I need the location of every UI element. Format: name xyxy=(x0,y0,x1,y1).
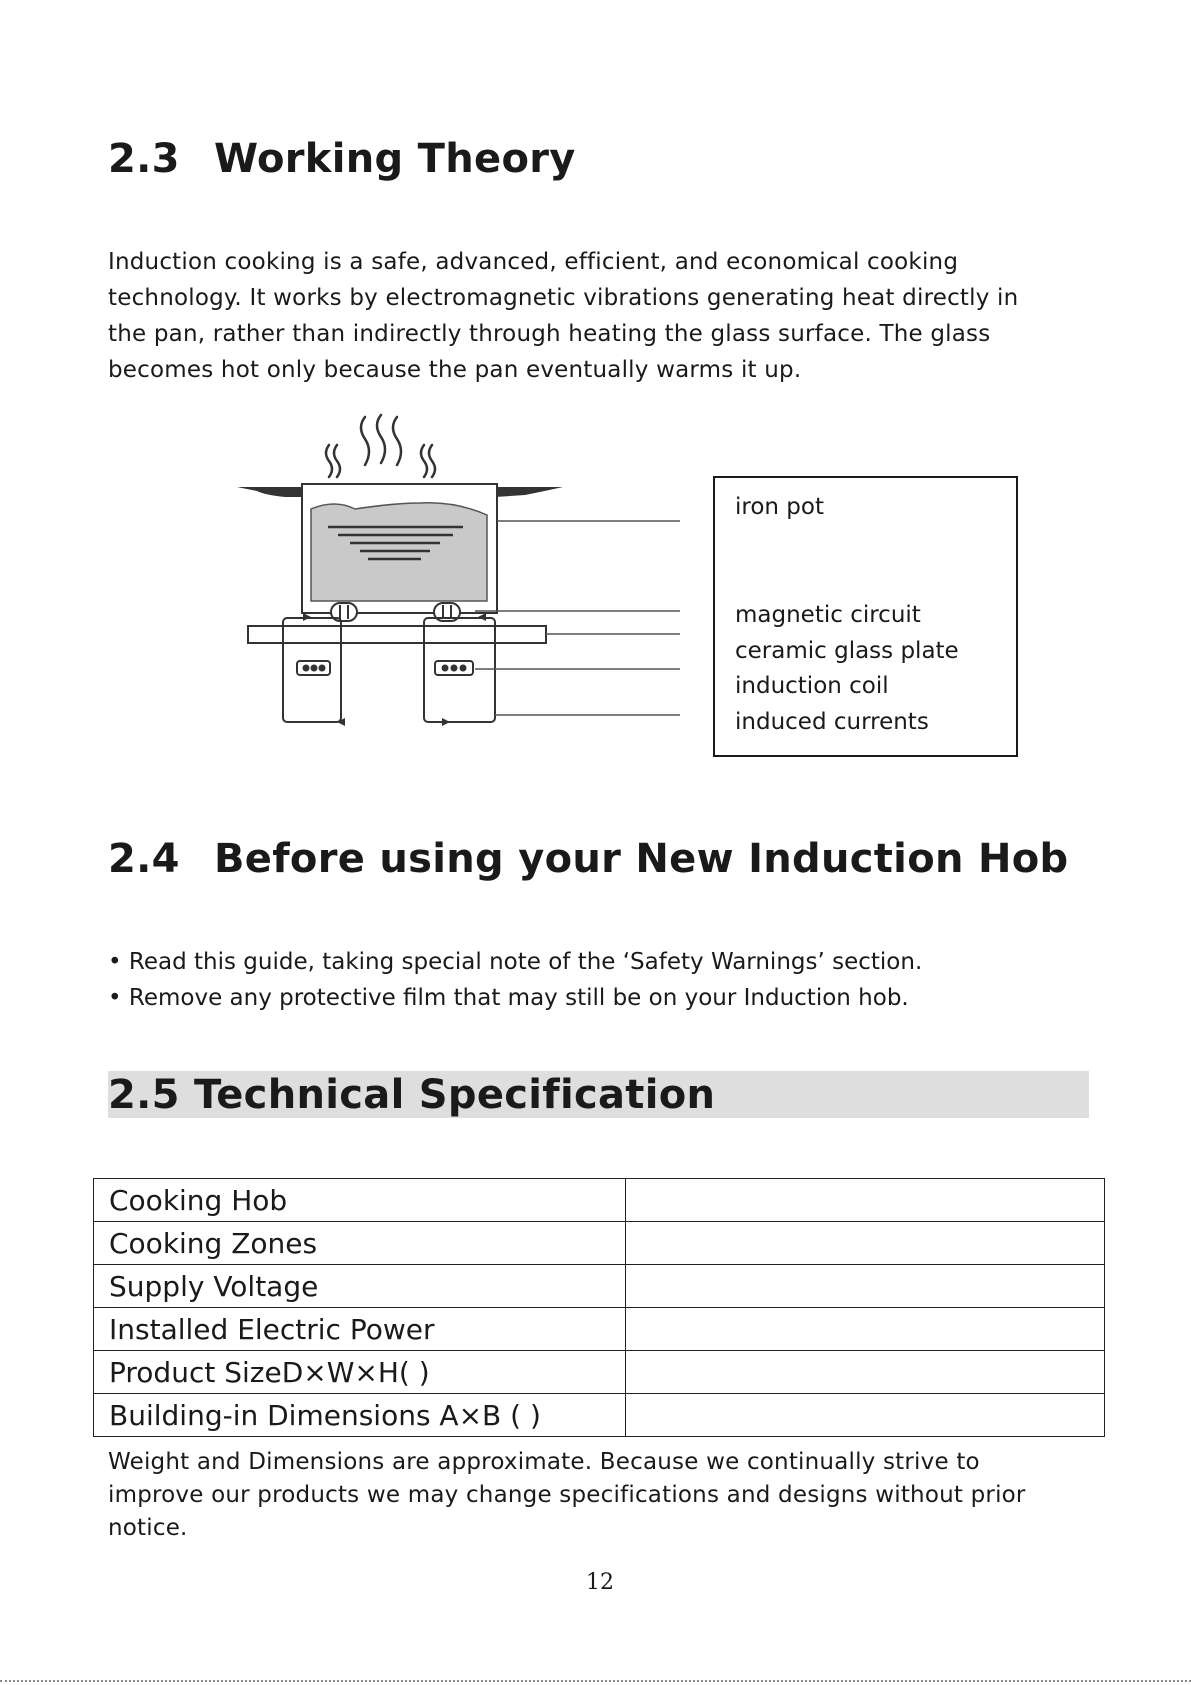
paragraph-line: becomes hot only because the pan eventually warms it up. xyxy=(108,357,802,383)
table-row xyxy=(94,1222,1105,1265)
legend-label-ceramic-glass-plate: ceramic glass plate xyxy=(735,638,959,664)
section-number: 2.4 xyxy=(108,836,180,882)
paragraph-line: technology. It works by electromagnetic vibrations generating heat directly in xyxy=(108,285,1019,311)
spec-label: Product SizeD×W×H( ) xyxy=(94,1351,626,1394)
before-using-list xyxy=(108,944,1108,1016)
spec-table xyxy=(93,1178,1105,1437)
note-line: notice. xyxy=(108,1515,188,1541)
spec-label: Installed Electric Power xyxy=(94,1308,626,1351)
legend-label-iron-pot: iron pot xyxy=(735,494,824,520)
paragraph-line: Induction cooking is a safe, advanced, efficient, and economical cooking xyxy=(108,249,959,275)
section-heading-tech-spec: 2.5 Technical Specification xyxy=(108,1072,716,1118)
ceramic-glass-plate xyxy=(248,626,546,643)
spec-label: Building-in Dimensions A×B ( ) xyxy=(94,1394,626,1437)
spec-label: Cooking Hob xyxy=(94,1179,626,1222)
table-row xyxy=(94,1265,1105,1308)
spec-note xyxy=(108,1446,1118,1545)
section-title: Before using your New Induction Hob xyxy=(214,836,1069,882)
spec-value xyxy=(626,1222,1105,1265)
spec-label: Cooking Zones xyxy=(94,1222,626,1265)
section-title: Working Theory xyxy=(214,136,576,182)
pot-right-handle xyxy=(495,487,563,497)
legend-label-magnetic-circuit: magnetic circuit xyxy=(735,602,921,628)
legend-label-induced-currents: induced currents xyxy=(735,709,929,735)
paragraph-line: the pan, rather than indirectly through heating the glass surface. The glass xyxy=(108,321,991,347)
working-theory-paragraph xyxy=(108,244,1108,388)
section-number: 2.3 xyxy=(108,136,180,182)
list-item: • Read this guide, taking special note of the ‘Safety Warnings’ section. xyxy=(108,944,1108,980)
spec-value xyxy=(626,1179,1105,1222)
spec-value xyxy=(626,1351,1105,1394)
note-line: Weight and Dimensions are approximate. Because we continually strive to xyxy=(108,1449,980,1475)
leader-lines xyxy=(475,521,680,715)
induction-diagram xyxy=(225,405,685,730)
section-heading-before-using xyxy=(108,836,1068,882)
footer-dotted-line xyxy=(0,1680,1191,1682)
table-row xyxy=(94,1351,1105,1394)
diagram-legend-box xyxy=(713,476,1018,757)
section-heading-working-theory xyxy=(108,136,576,182)
table-row xyxy=(94,1394,1105,1437)
induction-coil xyxy=(297,661,473,675)
spec-value xyxy=(626,1265,1105,1308)
list-item: • Remove any protective film that may still be on your Induction hob. xyxy=(108,980,1108,1016)
table-row xyxy=(94,1308,1105,1351)
steam-icon xyxy=(326,415,435,477)
legend-label-induction-coil: induction coil xyxy=(735,673,889,699)
spec-value xyxy=(626,1394,1105,1437)
note-line: improve our products we may change specifications and designs without prior xyxy=(108,1482,1026,1508)
pot-left-handle xyxy=(237,487,309,497)
table-row xyxy=(94,1179,1105,1222)
page-number: 12 xyxy=(586,1570,614,1595)
spec-value xyxy=(626,1308,1105,1351)
spec-label: Supply Voltage xyxy=(94,1265,626,1308)
